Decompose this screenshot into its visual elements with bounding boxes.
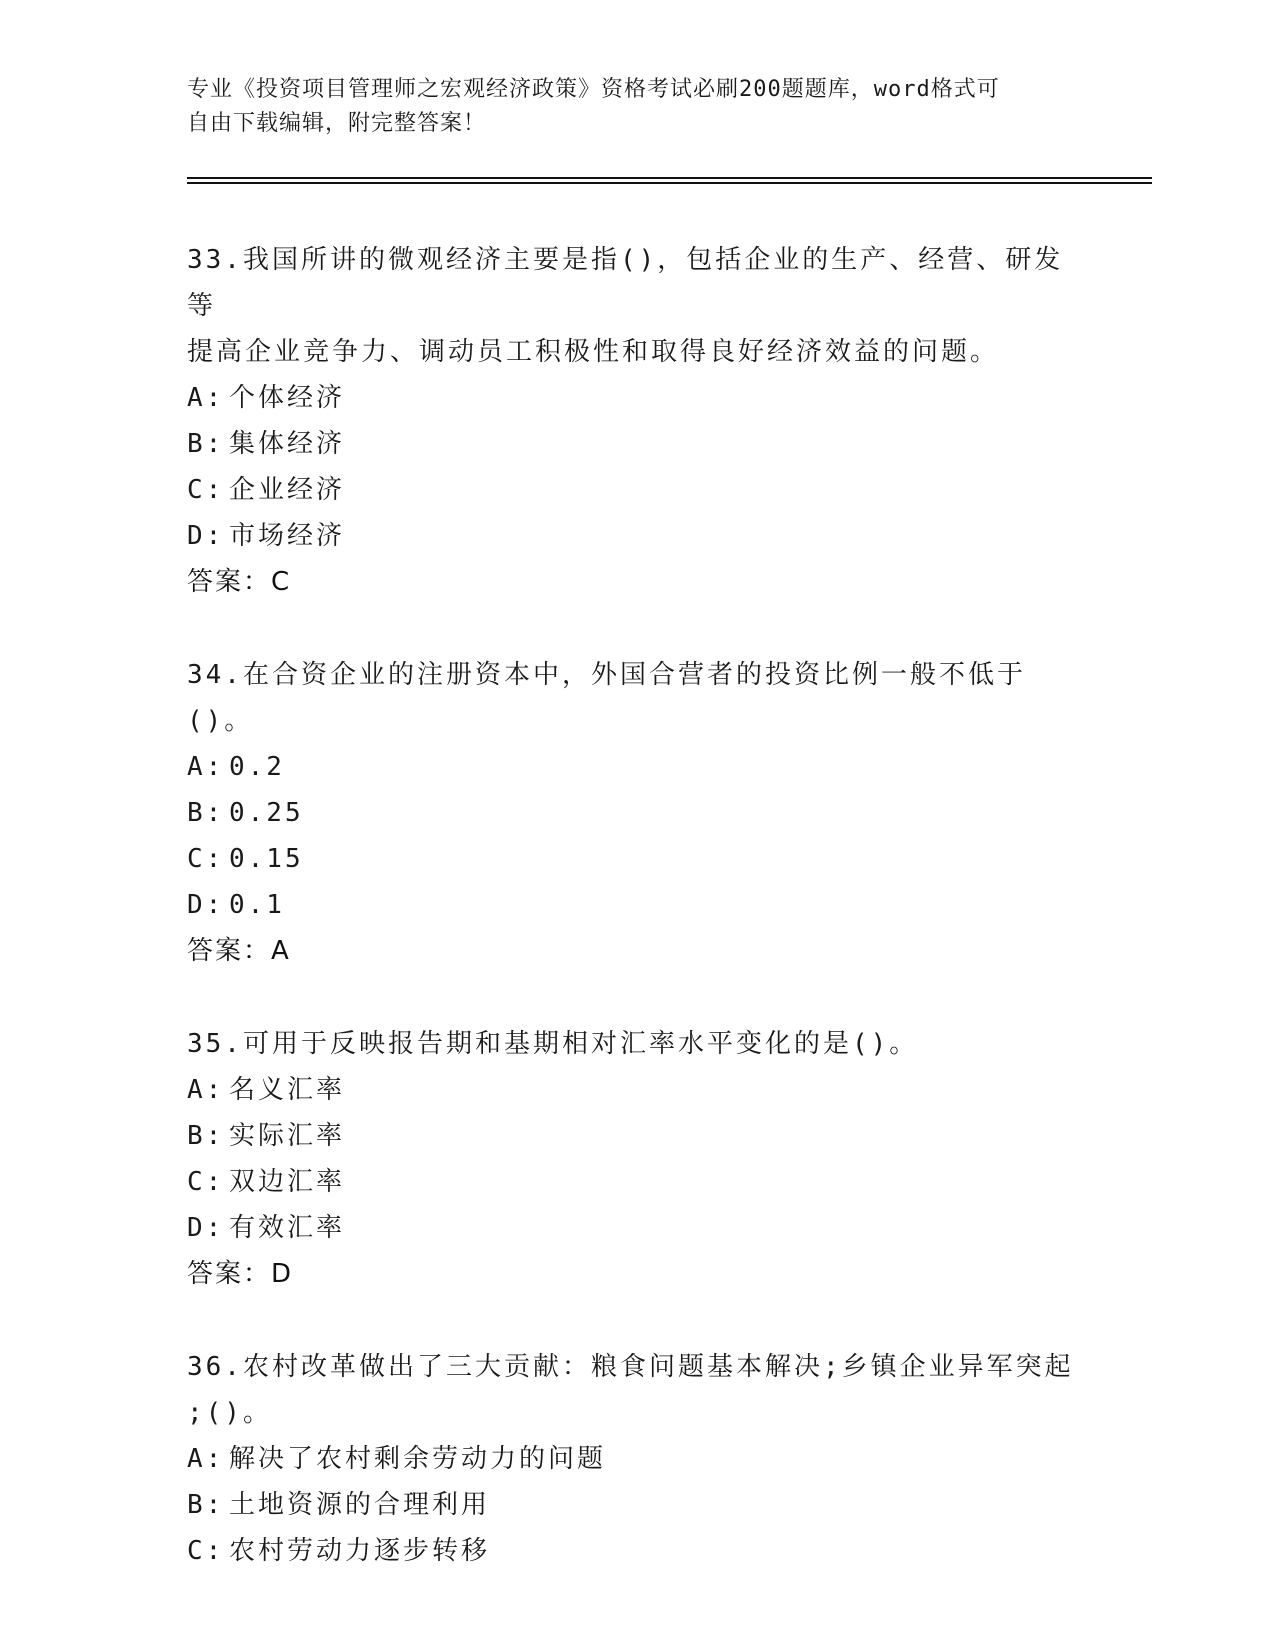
question-stem-line: 33.我国所讲的微观经济主要是指()，包括企业的生产、经营、研发等 bbox=[187, 245, 1064, 321]
option-b bbox=[187, 1113, 1087, 1159]
answer-line: 答案：A bbox=[187, 936, 291, 966]
option-key: A: bbox=[187, 1444, 225, 1474]
option-d bbox=[187, 1205, 1087, 1251]
option-c bbox=[187, 1159, 1087, 1205]
option-key: A: bbox=[187, 383, 225, 413]
option-text: 0.1 bbox=[229, 890, 285, 920]
option-text: 实际汇率 bbox=[229, 1121, 346, 1151]
answer-line: 答案：C bbox=[187, 567, 292, 597]
option-key: C: bbox=[187, 1167, 225, 1197]
question-list bbox=[187, 237, 1087, 1621]
option-a bbox=[187, 744, 1087, 790]
question-stem-line: 提高企业竞争力、调动员工积极性和取得良好经济效益的问题。 bbox=[187, 337, 1000, 367]
option-key: D: bbox=[187, 1213, 225, 1243]
option-b bbox=[187, 790, 1087, 836]
option-key: A: bbox=[187, 1075, 225, 1105]
option-text: 名义汇率 bbox=[229, 1075, 346, 1105]
option-text: 0.15 bbox=[229, 844, 304, 874]
option-key: A: bbox=[187, 752, 225, 782]
option-key: B: bbox=[187, 1490, 225, 1520]
option-key: C: bbox=[187, 1536, 225, 1566]
option-text: 企业经济 bbox=[229, 475, 346, 505]
option-text: 双边汇率 bbox=[229, 1167, 346, 1197]
option-d bbox=[187, 513, 1087, 559]
option-text: 0.25 bbox=[229, 798, 304, 828]
option-text: 集体经济 bbox=[229, 429, 346, 459]
option-key: B: bbox=[187, 1121, 225, 1151]
option-b bbox=[187, 421, 1087, 467]
option-a bbox=[187, 1067, 1087, 1113]
header-divider-bottom bbox=[187, 182, 1152, 184]
option-a bbox=[187, 1436, 1087, 1482]
answer-line: 答案：D bbox=[187, 1259, 294, 1289]
option-text: 个体经济 bbox=[229, 383, 346, 413]
option-c bbox=[187, 467, 1087, 513]
option-text: 市场经济 bbox=[229, 521, 346, 551]
question-stem-line: ;()。 bbox=[187, 1398, 272, 1428]
question-stem-line: 34.在合资企业的注册资本中，外国合营者的投资比例一般不低于()。 bbox=[187, 660, 1026, 736]
option-text: 解决了农村剩余劳动力的问题 bbox=[229, 1444, 607, 1474]
option-key: B: bbox=[187, 429, 225, 459]
option-text: 有效汇率 bbox=[229, 1213, 346, 1243]
question-36 bbox=[187, 1344, 1087, 1574]
question-stem-line: 35.可用于反映报告期和基期相对汇率水平变化的是()。 bbox=[187, 1029, 919, 1059]
option-key: D: bbox=[187, 521, 225, 551]
question-35 bbox=[187, 1021, 1087, 1297]
option-c bbox=[187, 836, 1087, 882]
header-line-2: 自由下载编辑，附完整答案！ bbox=[187, 111, 487, 136]
header-divider-top bbox=[187, 177, 1152, 179]
option-c bbox=[187, 1528, 1087, 1574]
option-key: C: bbox=[187, 475, 225, 505]
option-key: D: bbox=[187, 890, 225, 920]
option-text: 农村劳动力逐步转移 bbox=[229, 1536, 491, 1566]
option-key: C: bbox=[187, 844, 225, 874]
option-b bbox=[187, 1482, 1087, 1528]
option-key: B: bbox=[187, 798, 225, 828]
question-34 bbox=[187, 652, 1087, 974]
option-a bbox=[187, 375, 1087, 421]
option-text: 0.2 bbox=[229, 752, 285, 782]
option-d bbox=[187, 882, 1087, 928]
option-text: 土地资源的合理利用 bbox=[229, 1490, 491, 1520]
document-header bbox=[187, 73, 1067, 141]
question-33 bbox=[187, 237, 1087, 605]
question-stem-line: 36.农村改革做出了三大贡献：粮食问题基本解决;乡镇企业异军突起 bbox=[187, 1352, 1074, 1382]
header-line-1: 专业《投资项目管理师之宏观经济政策》资格考试必刷200题题库，word格式可 bbox=[187, 77, 1000, 102]
